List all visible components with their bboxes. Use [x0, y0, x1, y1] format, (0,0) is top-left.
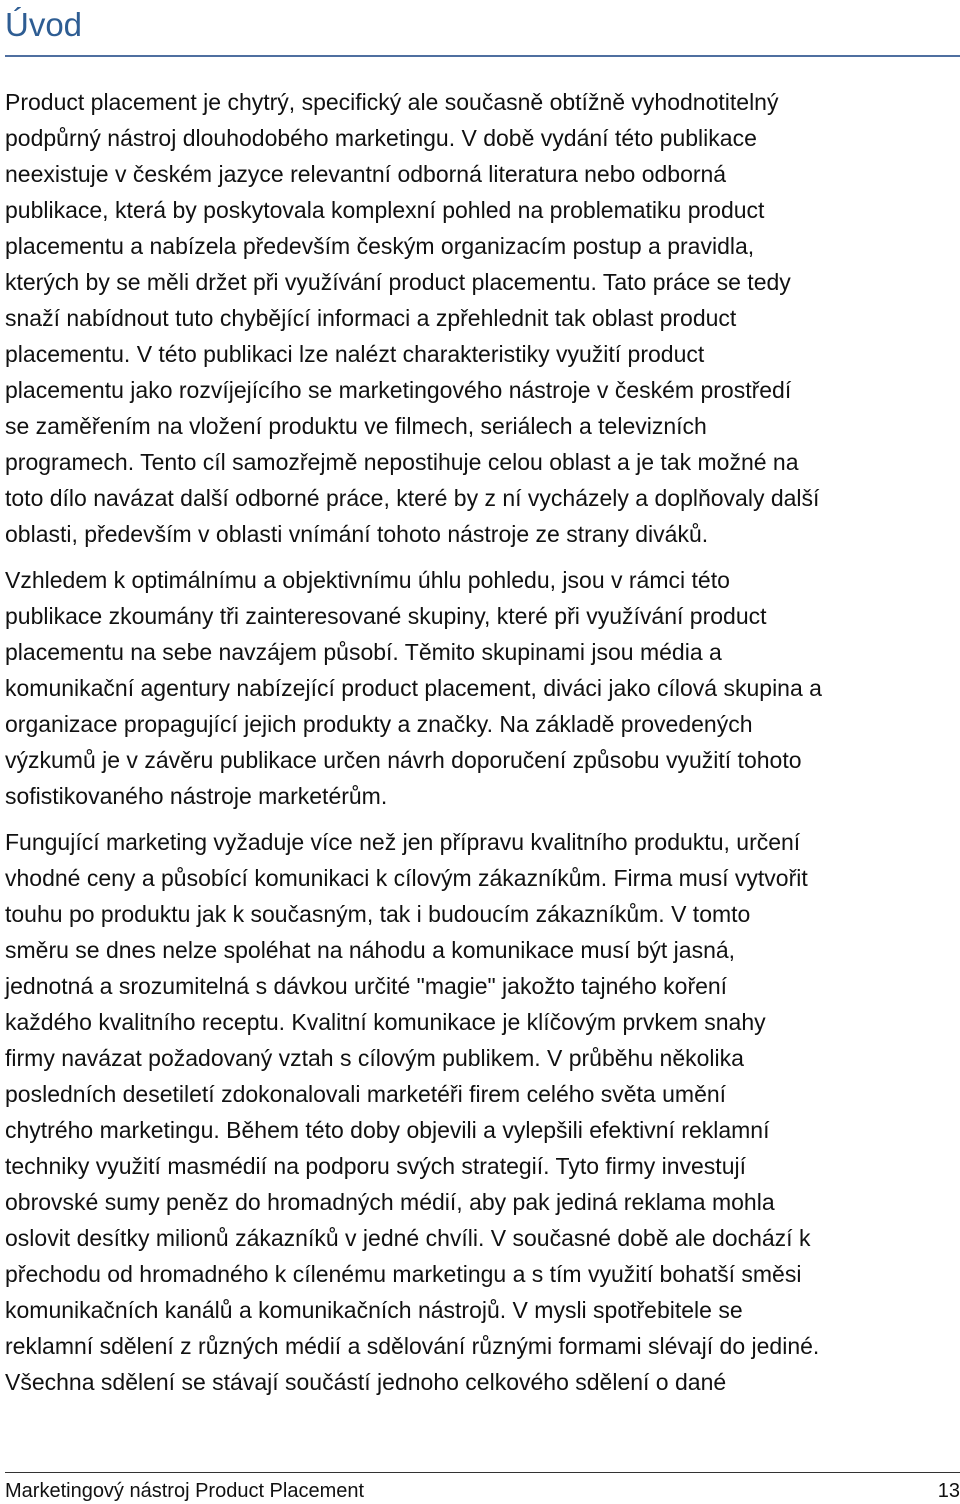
text-line: směru se dnes nelze spoléhat na náhodu a komunikace musí být jasná, — [5, 937, 736, 963]
text-line: oslovit desítky milionů zákazníků v jedné chvíli. V současné době ale dochází k — [5, 1225, 811, 1251]
text-line: organizace propagující jejich produkty a značky. Na základě provedených — [5, 711, 753, 737]
text-line: podpůrný nástroj dlouhodobého marketingu. V době vydání této publikace — [5, 125, 757, 151]
text-line: přechodu od hromadného k cílenému marketingu a s tím využití bohatší směsi — [5, 1261, 802, 1287]
text-line: placementu jako rozvíjejícího se marketingového nástroje v českém prostředí — [5, 377, 792, 403]
text-line: neexistuje v českém jazyce relevantní odborná literatura nebo odborná — [5, 161, 727, 187]
text-line: programech. Tento cíl samozřejmě nepostihuje celou oblast a je tak možné na — [5, 449, 799, 475]
text-line: firmy navázat požadovaný vztah s cílovým publikem. V průběhu několika — [5, 1045, 744, 1071]
page-number: 13 — [937, 1480, 960, 1502]
body-content — [5, 84, 957, 1400]
text-line: jednotná a srozumitelná s dávkou určité "magie" jakožto tajného koření — [5, 973, 728, 999]
footer-title: Marketingový nástroj Product Placement — [5, 1480, 365, 1502]
text-line: placementu a nabízela především českým organizacím postup a pravidla, — [5, 233, 755, 259]
text-line: komunikační agentury nabízející product placement, diváci jako cílová skupina a — [5, 675, 822, 701]
text-line: snaží nabídnout tuto chybějící informaci a zpřehlednit tak oblast product — [5, 305, 737, 331]
paragraph-2 — [5, 562, 957, 814]
text-line: placementu. V této publikaci lze nalézt charakteristiky využití product — [5, 341, 705, 367]
paragraph-1 — [5, 84, 957, 552]
text-line: Product placement je chytrý, specifický ale současně obtížně vyhodnotitelný — [5, 89, 779, 115]
text-line: chytrého marketingu. Během této doby objevili a vylepšili efektivní reklamní — [5, 1117, 770, 1143]
text-line: publikace zkoumány tři zainteresované skupiny, které při využívání product — [5, 603, 767, 629]
page-footer — [5, 1472, 960, 1504]
text-line: toto dílo navázat další odborné práce, které by z ní vycházely a doplňovaly další — [5, 485, 820, 511]
text-line: komunikačních kanálů a komunikačních nástrojů. V mysli spotřebitele se — [5, 1297, 743, 1323]
text-line: vhodné ceny a působící komunikaci k cílovým zákazníkům. Firma musí vytvořit — [5, 865, 808, 891]
text-line: obrovské sumy peněz do hromadných médií, aby pak jediná reklama mohla — [5, 1189, 775, 1215]
text-line: se zaměřením na vložení produktu ve filmech, seriálech a televizních — [5, 413, 707, 439]
text-line: reklamní sdělení z různých médií a sdělování různými formami slévají do jediné. — [5, 1333, 820, 1359]
text-line: Všechna sdělení se stávají součástí jednoho celkového sdělení o dané — [5, 1369, 727, 1395]
text-line: výzkumů je v závěru publikace určen návrh doporučení způsobu využití tohoto — [5, 747, 802, 773]
text-line: každého kvalitního receptu. Kvalitní komunikace je klíčovým prvkem snahy — [5, 1009, 766, 1035]
text-line: oblasti, především v oblasti vnímání tohoto nástroje ze strany diváků. — [5, 521, 709, 547]
text-line: techniky využití masmédií na podporu svých strategií. Tyto firmy investují — [5, 1153, 746, 1179]
text-line: placementu na sebe navzájem působí. Těmito skupinami jsou média a — [5, 639, 722, 665]
text-line: publikace, která by poskytovala komplexní pohled na problematiku product — [5, 197, 765, 223]
paragraph-3 — [5, 824, 957, 1400]
text-line: Vzhledem k optimálnímu a objektivnímu úhlu pohledu, jsou v rámci této — [5, 567, 730, 593]
text-line: touhu po produktu jak k současným, tak i budoucím zákazníkům. V tomto — [5, 901, 751, 927]
chapter-heading: Úvod — [5, 6, 83, 43]
text-line: Fungující marketing vyžaduje více než jen přípravu kvalitního produktu, určení — [5, 829, 801, 855]
text-line: kterých by se měli držet při využívání product placementu. Tato práce se tedy — [5, 269, 791, 295]
text-line: posledních desetiletí zdokonalovali marketéři firem celého světa umění — [5, 1081, 727, 1107]
text-line: sofistikovaného nástroje marketérům. — [5, 783, 388, 809]
heading-section — [5, 0, 960, 57]
